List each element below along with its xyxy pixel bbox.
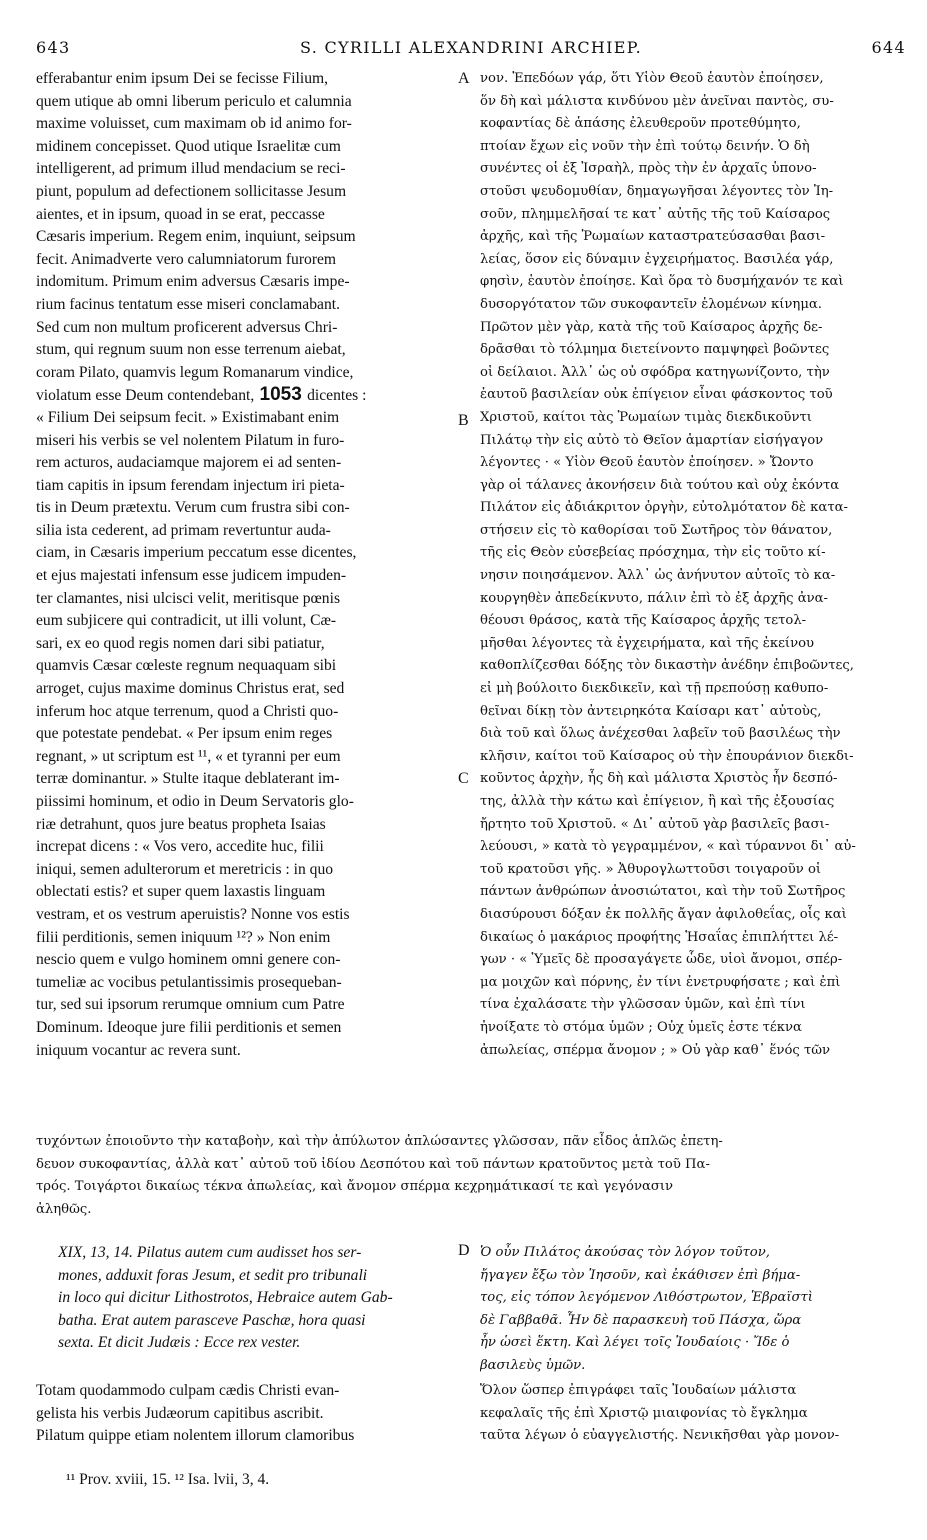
greek-text-line: νησιν ποιησάμενον. Ἀλλ᾽ ὡς ἀνήνυτον αὐτοῖς τὸ κα- (480, 568, 836, 584)
latin-text-line: piunt, populum ad defectionem sollicitasse Jesum (36, 182, 347, 200)
greek-text-line: δευον συκοφαντίας, ἀλλὰ κατ᾽ αὐτοῦ τοῦ ἰδίου Δεσπότου καὶ τοῦ πάντων κρατοῦντος μετὰ τοῦ Πα- (36, 1156, 710, 1172)
latin-text-line: et ejus majestati infensum esse judicem impuden- (36, 567, 347, 585)
greek-text-line: Ὅλον ὥσπερ ἐπιγράφει ταῖς Ἰουδαίων μάλιστα (480, 1383, 797, 1398)
latin-text-line: miseri his verbis se vel nolentem Pilatum in furo- (36, 431, 345, 449)
latin-text-line: intelligerent, ad primum illud mendacium se reci- (36, 160, 346, 178)
latin-text-line: tis in Deum prætextu. Verum cum frustra sibi con- (36, 499, 350, 517)
greek-full-width (36, 1131, 896, 1221)
latin-commentary (36, 1380, 456, 1448)
running-title: S. CYRILLI ALEXANDRINI ARCHIEP. (300, 38, 642, 57)
latin-text-line: Dominum. Ideoque jure filii perditionis et semen (36, 1018, 342, 1036)
greek-text-line: συνέντες οἱ ἐξ Ἰσραὴλ, πρὸς τὴν ἐν ἀρχαῖς ὑπονο- (480, 161, 817, 177)
latin-text-line: piissimi hominum, et odio in Deum Servatoris glo- (36, 793, 354, 810)
latin-text-line: ter clamantes, nisi ulcisci velit, meritisque pœnis (36, 589, 341, 607)
greek-text-line: λέγοντες · « Υἱὸν Θεοῦ ἑαυτὸν ἐποίησεν. » Ὤοντο (480, 455, 814, 471)
greek-text-line: τρός. Τοιγάρτοι δικαίως τέκνα ἀπωλείας, καὶ ἄνομον σπέρμα κεχρημάτικασί τε καὶ γεγόνασιν (36, 1179, 674, 1195)
latin-text-line: iniquum vocantur ac revera sunt. (36, 1041, 241, 1059)
latin-text-line: indomitum. Primum enim adversus Cæsaris impe- (36, 273, 350, 291)
greek-text-line: τίνα ἐχαλάσατε τὴν γλῶσσαν ὑμῶν, καὶ ἐπὶ τίνι (480, 997, 806, 1013)
greek-text-line: Πιλάτῳ τὴν εἰς αὐτὸ τὸ Θεῖον ἁμαρτίαν εἰσήγαγον (480, 432, 824, 448)
scripture-line: ἦν ὡσεὶ ἕκτη. Καὶ λέγει τοῖς Ἰουδαίοις · Ἴδε ὁ (480, 1335, 790, 1351)
latin-text-line: coram Pilato, quamvis legum Romanarum vindice, (36, 363, 354, 381)
latin-text-line: que potestate pendebat. « Per ipsum enim reges (36, 725, 333, 743)
running-header (36, 38, 906, 62)
latin-text-line: sari, ex eo quod regis nomen dari sibi patiatur, (36, 634, 325, 652)
latin-text-line: inferum hoc atque terrenum, quod a Christi quo- (36, 702, 339, 720)
greek-text-line: λείας, ὅσον εἰς δύναμιν ἐγχειρήματος. Βασιλέα γάρ, (480, 251, 834, 267)
greek-text-line: δυσοργότατον τῶν συκοφαντεῖν ἑλομένων κίνημα. (480, 296, 822, 312)
greek-text-line: τῆς εἰς Θεὸν εὐσεβείας πρόσχημα, τὴν εἰς τοῦτο κί- (480, 545, 826, 561)
scripture-line: in loco qui dicitur Lithostrotos, Hebraice autem Gab- (58, 1289, 393, 1307)
greek-text-line: διασύρουσι δόξαν ἐκ πολλῆς ἄγαν ἀφιλοθεΐας, οἷς καὶ (480, 906, 847, 922)
latin-text-line: silia ista cederent, ad primam revertuntur auda- (36, 521, 331, 539)
latin-text-line: gelista his verbis Judæorum capitibus ascribit. (36, 1404, 324, 1422)
greek-text-line: φησὶν, ἑαυτὸν ἐποίησε. Καὶ ὅρα τὸ δυσμήχανόν τε καὶ (480, 274, 844, 290)
latin-text-line: riæ detrahunt, quos jure beatus propheta Isaias (36, 815, 326, 833)
greek-text-line: θέουσι θράσος, κατὰ τῆς Καίσαρος ἀρχῆς τετολ- (480, 613, 807, 629)
latin-text-line: midinem concepisset. Quod utique Israelitæ cum (36, 137, 341, 155)
latin-text-line: aientes, et in ipsum, quoad in se erat, peccasse (36, 205, 325, 223)
latin-text-line: ciam, in Cæsaris imperium peccatum esse dicentes, (36, 544, 357, 562)
latin-text-line: tur, sed sui ipsorum rerumque omnium cum Patre (36, 996, 345, 1014)
latin-text-line: violatum esse Deum contendebant, 1053 dicentes : (36, 384, 367, 406)
scripture-line: mones, adduxit foras Jesum, et sedit pro tribunali (58, 1266, 368, 1284)
greek-text-line: ἀληθῶς. (36, 1201, 92, 1217)
greek-text-line: νον. Ἐπεδόων γάρ, ὅτι Υἱὸν Θεοῦ ἑαυτὸν ἐποίησεν, (480, 71, 824, 86)
latin-text-line: rium facinus tentatum esse miseri conclamabant. (36, 295, 340, 313)
greek-commentary (480, 1380, 895, 1448)
greek-text-line: ἤρτητο τοῦ Χριστοῦ. « Δι᾽ αὐτοῦ γὰρ βασιλεῖς βασι- (480, 816, 830, 832)
page-marker-number: 1053 (254, 384, 308, 406)
latin-text-line: filii perditionis, semen iniquum ¹²? » Non enim (36, 928, 331, 946)
scripture-line: ἤγαγεν ἔξω τὸν Ἰησοῦν, καὶ ἐκάθισεν ἐπὶ βήμα- (480, 1267, 801, 1283)
footnotes: ¹¹ Prov. xviii, 15. ¹² Isa. lvii, 3, 4. (66, 1471, 270, 1488)
latin-text-line: nescio quem e vulgo hominem omni genere con- (36, 951, 341, 969)
page-number-left: 643 (36, 38, 71, 57)
scripture-line: δὲ Γαββαθᾶ. Ἦν δὲ παρασκευὴ τοῦ Πάσχα, ὥρα (480, 1312, 802, 1328)
latin-text-line: oblectati estis? et super quem laxastis linguam (36, 883, 326, 901)
text-line-tail: dicentes : (307, 387, 367, 405)
scripture-line: τος, εἰς τόπον λεγόμενον Λιθόστρωτον, Ἑβραϊστὶ (480, 1290, 813, 1306)
greek-text-line: σοῦν, πλημμελῆσαί τε κατ᾽ αὐτῆς τῆς τοῦ Καίσαρος (480, 206, 831, 222)
greek-text-line: τυχόντων ἐποιοῦντο τὴν καταβοὴν, καὶ τὴν ἀπύλωτον ἀπλώσαντες γλῶσσαν, πᾶν εἶδος ἁπλῶς ἐπετη- (36, 1134, 723, 1149)
latin-text-line: efferabantur enim ipsum Dei se fecisse Filium, (36, 70, 329, 87)
latin-text-line: Sed cum non multum proficerent adversus Chri- (36, 318, 338, 336)
greek-text-line: Πιλάτον εἰς ἀδιάκριτον ὀργὴν, εὐτολμότατον δὲ κατα- (480, 500, 848, 516)
latin-text-line: arroget, cujus maxime dominus Christus erat, sed (36, 680, 345, 698)
greek-text-line: κοῦντος ἀρχὴν, ἧς δὴ καὶ μάλιστα Χριστὸς ἦν δεσπό- (480, 771, 838, 787)
greek-text-line: πτοίαν ἔχων εἰς νοῦν τὴν ἐπὶ τούτῳ δεινήν. Ὁ δὴ (480, 138, 810, 154)
latin-text-line: « Filium Dei seipsum fecit. » Existimabant enim (36, 408, 340, 426)
margin-marker-d: D (458, 1242, 470, 1259)
greek-text-line: κεφαλαῖς τῆς ἐπὶ Χριστῷ μιαιφονίας τὸ ἔγκλημα (480, 1405, 808, 1421)
greek-text-line: ἀπωλείας, σπέρμα ἄνομον ; » Οὐ γὰρ καθ᾽ ἕνός τῶν (480, 1042, 831, 1058)
greek-text-line: εἰ μὴ βούλοιτο διεκδικεῖν, καὶ τῇ πρεπούσῃ καθυπο- (480, 681, 829, 697)
greek-text-line: κουργηθὲν ἀπεδείκνυτο, πάλιν ἐπὶ τὸ ἐξ ἀρχῆς ἀνα- (480, 590, 828, 606)
scripture-line: batha. Erat autem parasceve Paschæ, hora quasi (58, 1311, 366, 1329)
greek-text-line: ἀρχῆς, καὶ τῆς Ῥωμαίων καταστρατεύσασθαι βασι- (480, 229, 826, 245)
greek-text-line: γὰρ οἱ τάλανες ἀκονήσειν διὰ τούτου καὶ οὐχ ἑκόντα (480, 477, 840, 493)
latin-text-line: quem utique ab omni liberum periculo et calumnia (36, 92, 352, 110)
margin-marker-a: A (458, 70, 470, 87)
greek-text-line: ἠνοίξατε τὸ στόμα ὑμῶν ; Οὐχ ὑμεῖς ἐστε τέκνα (480, 1019, 802, 1035)
latin-text-line: tumeliæ ac vocibus petulantissimis prosequeban- (36, 973, 342, 991)
greek-scripture (480, 1242, 895, 1378)
page-number-right: 644 (871, 38, 906, 57)
latin-text-line: terræ dominantur. » Stulte itaque deblaterant im- (36, 770, 340, 788)
scripture-line: Ὁ οὖν Πιλάτος ἀκούσας τὸν λόγον τοῦτον, (480, 1245, 770, 1260)
latin-text-line: Cæsaris imperium. Regem enim, inquiunt, seipsum (36, 228, 356, 246)
greek-text-line: κλῆσιν, καίτοι τοῦ Καίσαρος οὐ τὴν ἐπουράνιον διεκδι- (480, 748, 854, 764)
greek-text-line: δρᾶσθαι τὸ τόλμημα διετείνοντο παμψηφεὶ βοῶντες (480, 342, 830, 358)
greek-text-line: οἱ δείλαιοι. Ἀλλ᾽ ὡς οὐ σφόδρα κατηγωνίζοντο, τὴν (480, 364, 830, 380)
greek-column (480, 68, 895, 1062)
margin-marker-c: C (458, 770, 469, 787)
greek-text-line: της, ἀλλὰ τὴν κάτω καὶ ἐπίγειον, ἢ καὶ τῆς ἐξουσίας (480, 794, 835, 809)
greek-text-line: στήσειν εἰς τὸ καθορίσαι τοῦ Σωτῆρος τὸν θάνατον, (480, 522, 833, 538)
greek-text-line: ταῦτα λέγων ὁ εὐαγγελιστής. Νενικῆσθαι γὰρ μονον- (480, 1428, 840, 1444)
greek-text-line: ὅν δὴ καὶ μάλιστα κινδύνου μὲν ἀνεῖναι παντὸς, συ- (480, 93, 834, 109)
greek-text-line: τοῦ κρατοῦσι γῆς. » Ἀθυρογλωττοῦσι τοιγαροῦν οἱ (480, 861, 822, 877)
latin-text-line: quamvis Cæsar cœleste regnum nequaquam sibi (36, 657, 337, 675)
greek-text-line: μῆσθαι λέγοντες τὰ ἐγχειρήματα, καὶ τῆς ἐκείνου (480, 635, 815, 651)
greek-text-line: Πρῶτον μὲν γὰρ, κατὰ τῆς τοῦ Καίσαρος ἀρχῆς δε- (480, 319, 823, 335)
latin-text-line: fecit. Animadverte vero calumniatorum furorem (36, 250, 337, 268)
greek-text-line: διὰ τοῦ καὶ ὅλως ἀνέχεσθαι λαβεῖν τοῦ βασιλέως τὴν (480, 726, 841, 742)
scripture-line: βασιλεὺς ὑμῶν. (480, 1357, 586, 1373)
latin-text-line: vestram, et os vestrum aperuistis? Nonne vos estis (36, 905, 350, 923)
latin-text-line: regnant, » ut scriptum est ¹¹, « et tyranni per eum (36, 747, 341, 765)
latin-column (36, 68, 454, 1062)
scripture-line: XIX, 13, 14. Pilatus autem cum audisset hos ser- (58, 1244, 362, 1261)
latin-text-line: maxime voluisset, cum maximam ob id animo for- (36, 115, 352, 133)
greek-text-line: Χριστοῦ, καίτοι τὰς Ῥωμαίων τιμὰς διεκδικοῦντι (480, 409, 812, 425)
latin-text-line: Pilatum quippe etiam nolentem illorum clamoribus (36, 1427, 355, 1445)
greek-text-line: μα μοιχῶν καὶ πόρνης, ἐν τίνι ἐνετρυφήσατε ; καὶ ἐπὶ (480, 974, 841, 990)
greek-text-line: γων · « Ὑμεῖς δὲ προσαγάγετε ὧδε, υἱοὶ ἄνομοι, σπέρ- (480, 952, 843, 968)
greek-text-line: λεύουσι, » κατὰ τὸ γεγραμμένον, « καὶ τύραννοι δι᾽ αὐ- (480, 839, 856, 855)
latin-text-line: increpat dicens : « Vos vero, accedite huc, filii (36, 838, 324, 856)
latin-text-line: iniqui, semen adulterorum et meretricis : in quo (36, 860, 334, 878)
greek-text-line: καθοπλίζεσθαι δόξης τὸν δικαστὴν ἀνέδην ἐπιβοῶντες, (480, 658, 854, 674)
latin-text-line: Totam quodammodo culpam cædis Christi evan- (36, 1382, 340, 1399)
latin-text-line: rem acturos, audaciamque majorem ei ad senten- (36, 454, 342, 472)
margin-marker-b: B (458, 412, 469, 429)
latin-text-line: tiam capitis in ipsum ferendam injectum iri pieta- (36, 476, 345, 494)
greek-text-line: ἑαυτοῦ βασιλείαν οὐκ ἐπίγειον εἶναι φάσκοντος τοῦ (480, 387, 833, 403)
greek-text-line: δικαίως ὁ μακάριος προφήτης Ἡσαΐας ἐπιπλήττει λέ- (480, 929, 839, 945)
greek-text-line: κοφαντίας δὲ ἁπάσης ἐλευθεροῦν προτεθύμητο, (480, 116, 801, 132)
scripture-line: sexta. Et dicit Judæis : Ecce rex vester. (58, 1334, 301, 1352)
latin-text-line: eum subjicere qui contradicit, ut illi volunt, Cæ- (36, 612, 337, 630)
greek-text-line: στοῦσι ψευδομυθίαν, δημαγωγῆσαι λέγοντες τὸν Ἰη- (480, 183, 834, 199)
greek-text-line: θεῖναι δίκῃ τὸν ἀντειρηκότα Καίσαρι κατ᾽ αὐτοὺς, (480, 703, 822, 719)
latin-text-line: stum, qui regnum suum non esse terrenum aiebat, (36, 341, 346, 359)
greek-text-line: πάντων ἀνθρώπων ἀνοσιώτατοι, καὶ τὴν τοῦ Σωτῆρος (480, 884, 846, 900)
latin-scripture (58, 1242, 458, 1355)
